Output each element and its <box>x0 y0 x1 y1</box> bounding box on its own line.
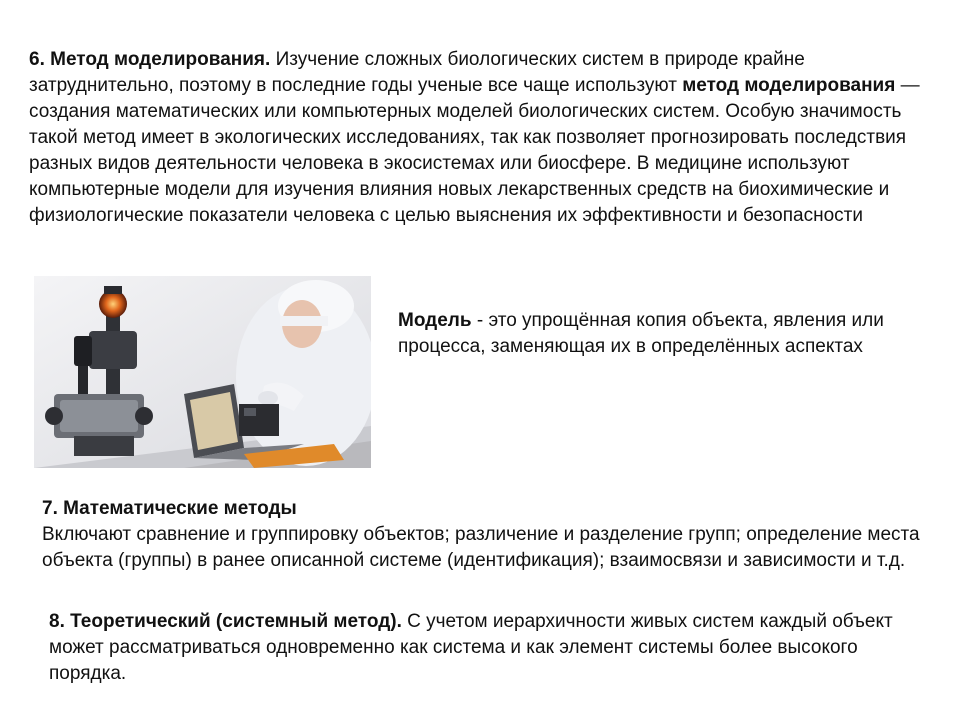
section-7-text: Включают сравнение и группировку объектов; различение и разделение групп; определение места объекта (группы) в ранее описанной системе (идентификация); взаимосвязи и зависимости и т.д. <box>42 524 920 571</box>
section-6-bold-term: метод моделирования <box>682 75 896 96</box>
section-7-paragraph <box>42 496 932 574</box>
section-6-text-part2: — создания математических или компьютерных моделей биологических систем. Особую значимость такой метод имеет в экологических исследованиях, так как позволяет прогнозировать последствия разных видов деятельности человека в экосистемах или биосфере. В медицине используют компьютерные модели для изучения влияния новых лекарственных средств на биохимические и физиологические показатели человека с целью выяснения их эффективности и безопасности <box>29 75 920 226</box>
section-8-heading: 8. Теоретический (системный метод). <box>49 611 402 632</box>
section-8-text: С учетом иерархичности живых систем каждый объект может рассматриваться одновременно как система и как элемент системы более высокого порядка. <box>49 611 893 684</box>
section-6-paragraph <box>29 47 929 229</box>
lab-scientist-microscope-image <box>34 276 371 468</box>
section-7-heading: 7. Математические методы <box>42 498 297 519</box>
section-6-heading: 6. Метод моделирования. <box>29 49 271 70</box>
section-6-text-part1: Изучение сложных биологических систем в природе крайне затруднительно, поэтому в последние годы ученые все чаще используют <box>29 49 805 96</box>
model-definition <box>398 308 918 360</box>
model-term: Модель <box>398 310 472 331</box>
model-definition-text: - это упрощённая копия объекта, явления или процесса, заменяющая их в определённых аспектах <box>398 310 884 357</box>
section-8-paragraph <box>49 609 929 687</box>
